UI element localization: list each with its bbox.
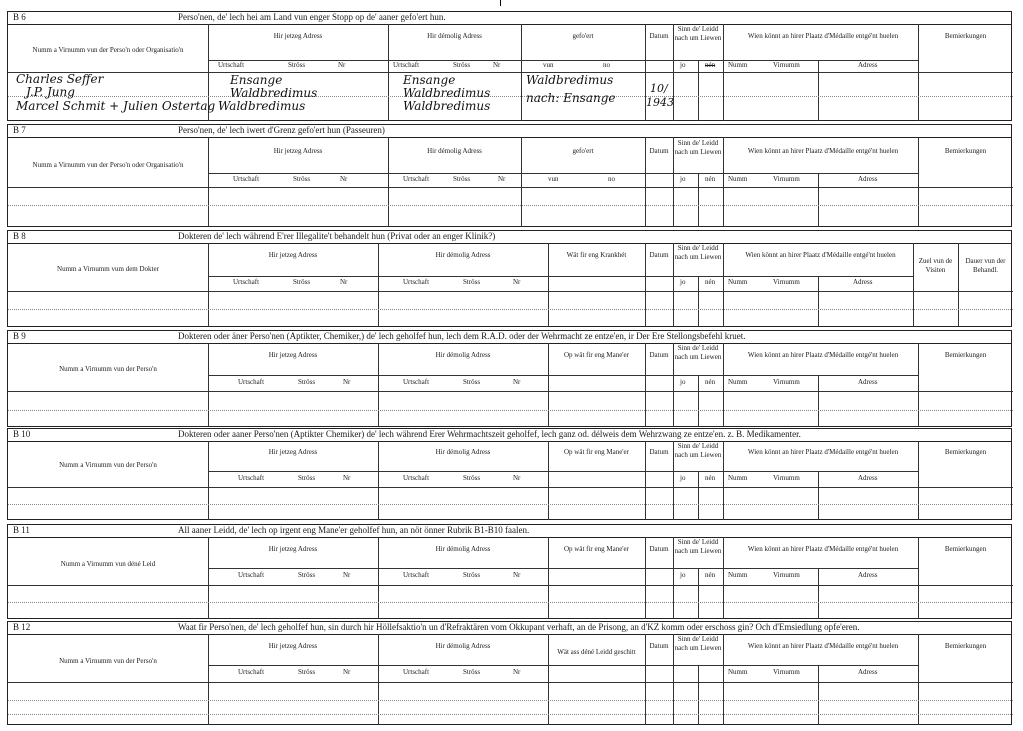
section-code: B 6 <box>13 12 26 22</box>
numm-label: Numm <box>728 378 748 386</box>
dauer-behandl-label: Dauer vun der Behandl. <box>965 257 1006 274</box>
handwritten-datum-1: 10/ <box>650 82 668 95</box>
jetzeg-adress-label: Hir jetzeg Adress <box>268 642 318 650</box>
no-label: no <box>603 61 610 69</box>
stross-label: Ströss <box>298 474 316 482</box>
datum-label: Datum <box>649 147 669 155</box>
handwritten-jetzeg-2: Waldbredimus <box>230 86 318 100</box>
handwritten-name-2: J.P. Jung <box>26 85 75 99</box>
krankhet-label: Wät fir eng Krankhét <box>566 251 627 259</box>
person-label: Numm a Virnumm vun der Perso'n oder Organisatio'n <box>32 161 184 169</box>
urtschaft-label-2: Urtschaft <box>393 61 420 69</box>
sinn-de-leidd-label: Sinn de' Leidd nach um Liewen <box>674 25 722 42</box>
gefoert-label: gefo'ert <box>572 147 594 155</box>
section-b12 <box>7 621 1012 725</box>
section-header <box>8 429 1011 442</box>
adress-label: Adress <box>858 474 878 482</box>
datum-label: Datum <box>649 448 669 456</box>
stross-label: Ströss <box>293 175 311 183</box>
jetzeg-adress-label: Hir jetzeg Adress <box>268 351 318 359</box>
jetzeg-adress-label: Hir jetzeg Adress <box>273 32 323 40</box>
sinn-de-leidd-label: Sinn de' Leidd nach um Liewen <box>674 635 722 652</box>
urtschaft-label-2: Urtschaft <box>403 571 430 579</box>
demolig-adress-label: Hir démolig Adress <box>435 251 491 259</box>
datum-label: Datum <box>649 32 669 40</box>
bemierkungen-label: Bemierkungen <box>944 147 987 155</box>
medaille-label: Wien könnt an hirer Plaatz d'Médaille entgé'nt huelen <box>747 351 899 359</box>
virnumm-label: Virnumm <box>773 668 800 676</box>
urtschaft-label: Urtschaft <box>238 571 265 579</box>
urtschaft-label-2: Urtschaft <box>403 175 430 183</box>
datum-label: Datum <box>649 251 669 259</box>
nr-label-2: Nr <box>513 668 521 676</box>
adress-label: Adress <box>858 668 878 676</box>
adress-label: Adress <box>858 378 878 386</box>
jo-label: jo <box>680 378 686 386</box>
person-label: Numm a Virnumm vun der Perso'n <box>59 365 157 373</box>
nr-label-2: Nr <box>513 278 521 286</box>
demolig-adress-label: Hir démolig Adress <box>435 545 491 553</box>
person-label: Numm a Virnumm vun der Perso'n <box>59 657 157 665</box>
adress-label: Adress <box>853 278 873 286</box>
medaille-label: Wien könnt an hirer Plaatz d'Médaille entgé'nt huelen <box>747 448 899 456</box>
nr-label-2: Nr <box>498 175 506 183</box>
section-title: Perso'nen, de' lech hei am Land vun enger Stopp op de' aaner gefo'ert hun. <box>178 12 446 22</box>
medaille-label: Wien könnt an hirer Plaatz d'Médaille entgé'nt huelen <box>747 32 899 40</box>
jetzeg-adress-label: Hir jetzeg Adress <box>268 448 318 456</box>
nen-label: nén <box>705 278 716 286</box>
nen-label: nén <box>705 378 716 386</box>
datum-label: Datum <box>649 545 669 553</box>
person-label: Numm a Virnumm vun déné Leid <box>60 560 156 568</box>
stross-label-2: Ströss <box>463 571 481 579</box>
adress-label: Adress <box>858 61 878 69</box>
nen-label: nén <box>705 61 716 69</box>
section-title: Dokteren oder äner Perso'nen (Aptikter, Chemiker,) de' lech geholfef hun, lech dem R.A.D. oder der Wehrmacht ze entze'en, ir Der Ere Stellongsbefehl kruet. <box>178 331 746 341</box>
stross-label-2: Ströss <box>463 378 481 386</box>
stross-label: Ströss <box>293 278 311 286</box>
bemierkungen-label: Bemierkungen <box>944 545 987 553</box>
nr-label: Nr <box>343 571 351 579</box>
medaille-label: Wien könnt an hirer Plaatz d'Médaille entgé'nt huelen <box>745 251 896 259</box>
section-title: Perso'nen, de' lech iwert d'Grenz gefo'ert hun (Passeuren) <box>178 125 385 135</box>
urtschaft-label: Urtschaft <box>233 278 260 286</box>
section-b9 <box>7 330 1012 427</box>
numm-label: Numm <box>728 175 748 183</box>
sinn-de-leidd-label: Sinn de' Leidd nach um Liewen <box>674 244 722 261</box>
handwritten-demolig-3: Waldbredimus <box>403 99 491 113</box>
sinn-de-leidd-label: Sinn de' Leidd nach um Liewen <box>674 538 722 555</box>
section-title: Dokteren oder aaner Perso'nen (Aptikter Chemiker) de' lech während Erer Wehrmachtszeit geholfef, lech ganz od. délweis dem Wehrzwang ze entze'en. z. B. Medikamenter. <box>178 429 801 439</box>
demolig-adress-label: Hir démolig Adress <box>427 147 482 155</box>
stross-label-2: Ströss <box>463 474 481 482</box>
jetzeg-adress-label: Hir jetzeg Adress <box>273 147 323 155</box>
virnumm-label: Virnumm <box>773 378 800 386</box>
handwritten-demolig-2: Waldbredimus <box>403 86 491 100</box>
zuel-visiten-label: Zuel vun de Visiten <box>918 257 953 274</box>
wat-leidd-geschitt-label: Wät ass déné Leidd geschitt <box>557 648 636 656</box>
datum-label: Datum <box>649 351 669 359</box>
nr-label-2: Nr <box>513 474 521 482</box>
jo-label: jo <box>680 61 686 69</box>
nr-label: Nr <box>343 378 351 386</box>
section-code: B 7 <box>13 125 26 135</box>
section-b11 <box>7 524 1012 619</box>
stross-label-2: Ströss <box>463 278 481 286</box>
section-title: All aaner Leidd, de' lech op irgent eng Mane'er geholfef hun, an nöt önner Rubrik B1-B10 faalen. <box>178 525 530 535</box>
nr-label-2: Nr <box>513 571 521 579</box>
handwritten-jetzeg-1: Ensange <box>230 73 283 87</box>
nen-label: nén <box>705 175 716 183</box>
nen-label: nén <box>705 571 716 579</box>
gefoert-label: gefo'ert <box>572 32 594 40</box>
section-b8 <box>7 230 1012 327</box>
urtschaft-label-2: Urtschaft <box>403 474 430 482</box>
nr-label: Nr <box>340 175 348 183</box>
section-header <box>8 331 1011 344</box>
jetzeg-adress-label: Hir jetzeg Adress <box>268 545 318 553</box>
medaille-label: Wien könnt an hirer Plaatz d'Médaille entgé'nt huelen <box>747 545 899 553</box>
urtschaft-label: Urtschaft <box>238 378 265 386</box>
numm-label: Numm <box>728 571 748 579</box>
handwritten-name-3: Marcel Schmit + Julien Ostertag <box>16 99 216 113</box>
urtschaft-label: Urtschaft <box>238 668 265 676</box>
urtschaft-label: Urtschaft <box>238 474 265 482</box>
sinn-de-leidd-label: Sinn de' Leidd nach um Liewen <box>674 442 722 459</box>
medaille-label: Wien könnt an hirer Plaatz d'Médaille entgé'nt huelen <box>747 642 899 650</box>
section-header <box>8 525 1011 538</box>
datum-label: Datum <box>649 642 669 650</box>
section-b6 <box>7 11 1012 121</box>
numm-label: Numm <box>728 668 748 676</box>
stross-label: Ströss <box>298 668 316 676</box>
demolig-adress-label: Hir démolig Adress <box>435 351 491 359</box>
nen-label: nén <box>705 474 716 482</box>
nr-label-2: Nr <box>493 61 501 69</box>
virnumm-label: Virnumm <box>773 474 800 482</box>
adress-label: Adress <box>858 571 878 579</box>
section-code: B 8 <box>13 231 26 241</box>
stross-label: Ströss <box>298 571 316 579</box>
virnumm-label: Virnumm <box>773 61 800 69</box>
section-title: Waat fir Perso'nen, de' lech geholfef hun, sin durch hir Höllefsaktio'n un d'Refraktären vom Okkupant verhaft, an de Prisong, an d'KZ komm oder erschoss gin? Och d'Emsiedlung opfe'eren. <box>178 622 860 632</box>
adress-label: Adress <box>858 175 878 183</box>
section-code: B 9 <box>13 331 26 341</box>
wat-fir-mane-label: Op wät fir eng Mane'er <box>563 351 629 359</box>
virnumm-label: Virnumm <box>773 571 800 579</box>
handwritten-name-1: Charles Seffer <box>16 72 104 86</box>
vun-label: vun <box>548 175 559 183</box>
section-header <box>8 12 1011 25</box>
virnumm-label: Virnumm <box>773 278 800 286</box>
stross-label: Ströss <box>298 378 316 386</box>
vun-label: vun <box>543 61 554 69</box>
person-label: Numm a Virnumm vum dem Dokter <box>57 265 159 273</box>
bemierkungen-label: Bemierkungen <box>944 351 987 359</box>
jo-label: jo <box>680 571 686 579</box>
virnumm-label: Virnumm <box>773 175 800 183</box>
section-code: B 12 <box>13 622 31 632</box>
wat-fir-mane-label: Op wät fir eng Mane'er <box>563 448 629 456</box>
sinn-de-leidd-label: Sinn de' Leidd nach um Liewen <box>674 344 722 361</box>
urtschaft-label-2: Urtschaft <box>403 668 430 676</box>
nr-label: Nr <box>340 278 348 286</box>
demolig-adress-label: Hir démolig Adress <box>435 642 491 650</box>
handwritten-gefoert-1: Waldbredimus <box>526 73 614 87</box>
bemierkungen-label: Bemierkungen <box>944 448 987 456</box>
urtschaft-label: Urtschaft <box>218 61 245 69</box>
urtschaft-label-2: Urtschaft <box>403 278 430 286</box>
nr-label: Nr <box>343 474 351 482</box>
demolig-adress-label: Hir démolig Adress <box>435 448 491 456</box>
nr-label-2: Nr <box>513 378 521 386</box>
urtschaft-label-2: Urtschaft <box>403 378 430 386</box>
stross-label-2: Ströss <box>463 668 481 676</box>
demolig-adress-label: Hir démolig Adress <box>427 32 482 40</box>
section-b7 <box>7 124 1012 227</box>
nr-label: Nr <box>343 668 351 676</box>
sinn-de-leidd-label: Sinn de' Leidd nach um Liewen <box>674 139 722 156</box>
numm-label: Numm <box>728 61 748 69</box>
stross-label: Ströss <box>288 61 306 69</box>
section-header <box>8 231 1011 244</box>
section-header <box>8 622 1011 635</box>
jetzeg-adress-label: Hir jetzeg Adress <box>268 251 318 259</box>
top-tick-mark <box>500 0 501 6</box>
stross-label-2: Ströss <box>453 61 471 69</box>
section-code: B 11 <box>13 525 30 535</box>
wat-fir-mane-label: Op wät fir eng Mane'er <box>563 545 629 553</box>
handwritten-datum-2: 1943 <box>646 96 674 109</box>
jo-label: jo <box>680 474 686 482</box>
numm-label: Numm <box>728 278 748 286</box>
handwritten-jetzeg-3: Waldbredimus <box>218 99 306 113</box>
medaille-label: Wien könnt an hirer Plaatz d'Médaille entgé'nt huelen <box>747 147 899 155</box>
jo-label: jo <box>680 278 686 286</box>
bemierkungen-label: Bemierkungen <box>944 32 987 40</box>
person-label: Numm a Virnumm vun der Perso'n <box>59 461 157 469</box>
person-label: Numm a Virnumm vun der Perso'n oder Organisatio'n <box>32 46 184 54</box>
nr-label: Nr <box>338 61 346 69</box>
handwritten-demolig-1: Ensange <box>403 73 456 87</box>
numm-label: Numm <box>728 474 748 482</box>
stross-label-2: Ströss <box>453 175 471 183</box>
bemierkungen-label: Bemierkungen <box>944 642 987 650</box>
section-code: B 10 <box>13 429 31 439</box>
handwritten-gefoert-2: nach: Ensange <box>526 91 616 105</box>
no-label: no <box>608 175 615 183</box>
section-title: Dokteren de' lech während E'rer Illegalite't behandelt hun (Privat oder an enger Klinik?) <box>178 231 496 241</box>
section-b10 <box>7 428 1012 520</box>
section-header <box>8 125 1011 138</box>
urtschaft-label: Urtschaft <box>233 175 260 183</box>
jo-label: jo <box>680 175 686 183</box>
